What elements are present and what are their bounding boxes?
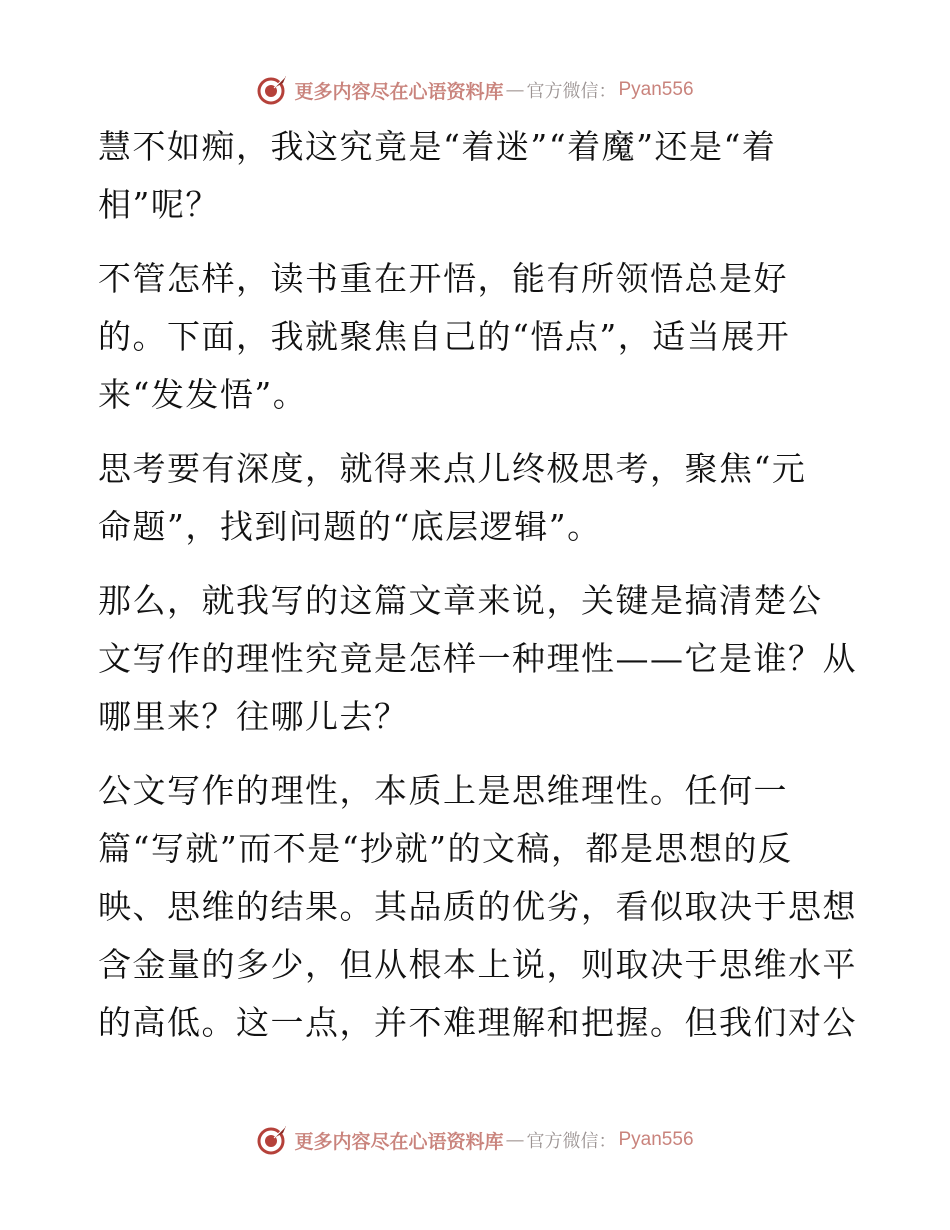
paragraph: 思考要有深度，就得来点儿终极思考，聚焦“元 命题”，找到问题的“底层逻辑”。 xyxy=(98,449,807,546)
quill-seal-icon xyxy=(256,1124,288,1156)
wechat-id: Pyan556 xyxy=(618,79,694,100)
paragraph: 不管怎样，读书重在开悟，能有所领悟总是好 的。下面，我就聚焦自己的“悟点”，适当展开 来“发发悟”。 xyxy=(98,259,791,414)
wechat-id: Pyan556 xyxy=(618,1129,694,1150)
watermark-text: 更多内容尽在心语资料库 xyxy=(294,80,504,103)
footer-watermark xyxy=(0,1120,950,1160)
paragraph: 慧不如痴，我这究竟是“着迷”“着魔”还是“着 相”呢？ xyxy=(98,127,777,224)
paragraph: 公文写作的理性，本质上是思维理性。任何一 篇“写就”而不是“抄就”的文稿，都是思想的反 映、思维的结果。其品质的优劣，看似取决于思想 含金量的多少，但从根本上说，则取决于思维水平 的高低。这一点，并不难理解和把握。但我们对公 xyxy=(98,771,857,1042)
watermark-separator: — xyxy=(505,79,525,101)
wechat-label: 官方微信： xyxy=(526,81,617,102)
document-body xyxy=(98,118,858,1068)
header-watermark xyxy=(0,70,950,110)
wechat-label: 官方微信： xyxy=(526,1131,617,1152)
quill-seal-icon xyxy=(256,74,288,106)
paragraph: 那么，就我写的这篇文章来说，关键是搞清楚公 文写作的理性究竟是怎样一种理性——它是谁？从 哪里来？往哪儿去？ xyxy=(98,581,857,736)
watermark-text: 更多内容尽在心语资料库 xyxy=(294,1130,504,1153)
watermark-separator: — xyxy=(505,1129,525,1151)
